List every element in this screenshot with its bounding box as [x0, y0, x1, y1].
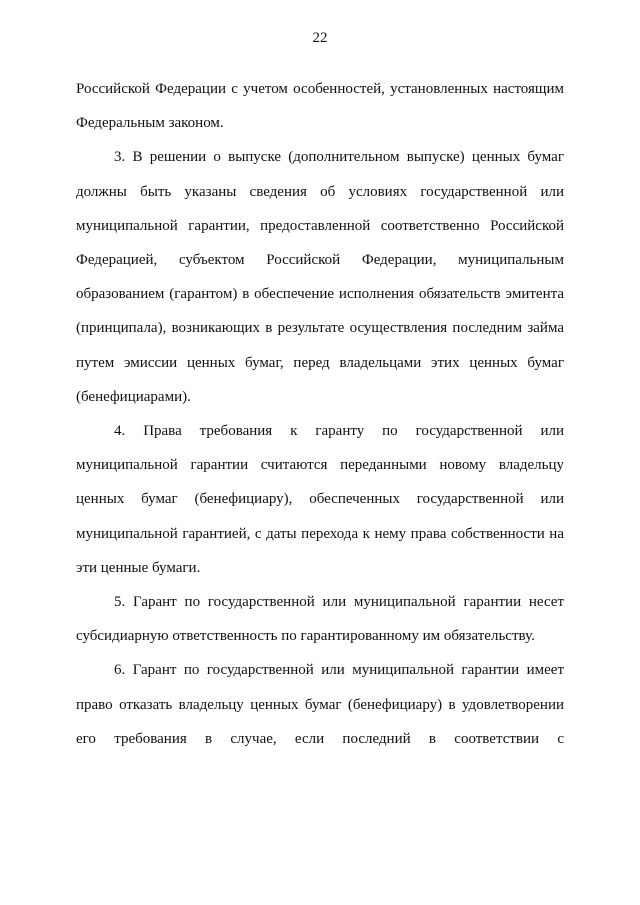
page-number: 22	[312, 30, 328, 46]
paragraph-3: 3. В решении о выпуске (дополнительном выпуске) ценных бумаг должны быть указаны сведения об условиях государственной или муниципальной гарантии, предоставленной соответственно Российской Федерацией, субъектом Российской Федерации, муниципальным образованием (гарантом) в обеспечение исполнения обязательств эмитента (принципала), возникающих в результате осуществления последним займа путем эмиссии ценных бумаг, перед владельцами этих ценных бумаг (бенефициарами).	[76, 149, 564, 405]
paragraph-5: 5. Гарант по государственной или муниципальной гарантии несет субсидиарную ответственность по гарантированному им обязательству.	[76, 594, 564, 645]
paragraph-6: 6. Гарант по государственной или муниципальной гарантии имеет право отказать владельцу ценных бумаг (бенефициару) в удовлетворении его требования в случае, если последний в соответствии с	[76, 662, 564, 747]
paragraph-continuation: Российской Федерации с учетом особенностей, установленных настоящим Федеральным законом.	[76, 81, 564, 132]
document-body	[76, 72, 564, 756]
paragraph-4: 4. Права требования к гаранту по государственной или муниципальной гарантии считаются переданными новому владельцу ценных бумаг (бенефициару), обеспеченных государственной или муниципальной гарантией, с даты перехода к нему права собственности на эти ценные бумаги.	[76, 423, 564, 576]
